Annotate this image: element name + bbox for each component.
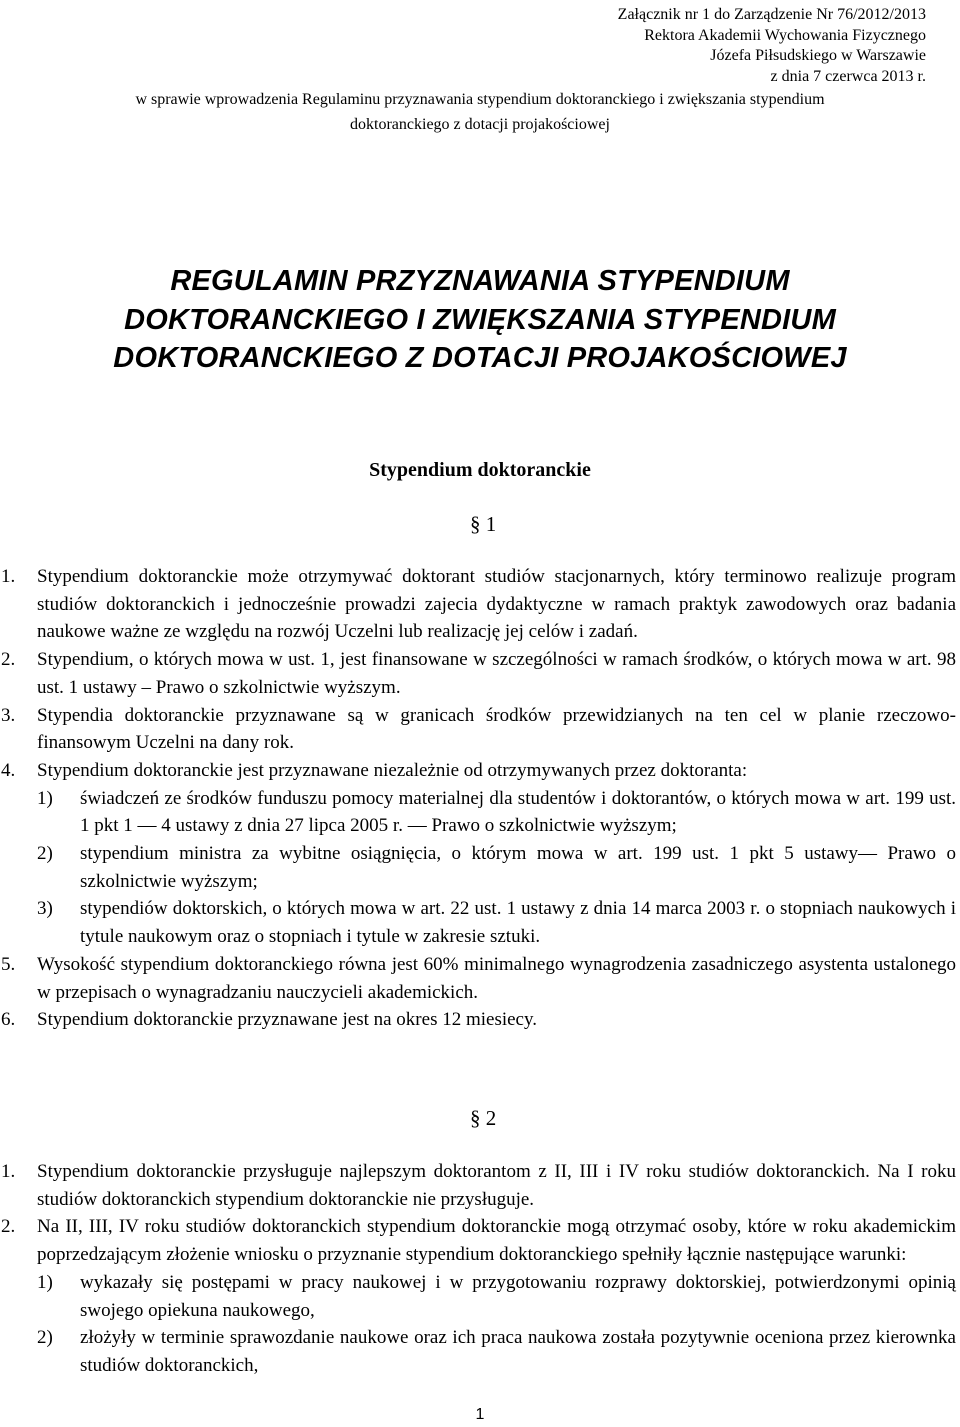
item-number: 1) [37, 787, 53, 809]
item-number: 2. [1, 1216, 16, 1238]
list-item [0, 1158, 960, 1213]
ordinance-subject [0, 88, 960, 137]
item-number: 3. [1, 704, 16, 726]
annex-line: Józefa Piłsudskiego w Warszawie [710, 47, 926, 64]
list-item [0, 646, 960, 701]
list-item [0, 1006, 960, 1034]
list-item [0, 702, 960, 757]
item-text: Stypendium doktoranckie przyznawane jest na okres 12 miesiecy. [37, 1009, 538, 1031]
item-text: Stypendium doktoranckie może otrzymywać doktorant studiów stacjonarnych, który terminowo realizuje program studiów doktoranckich i jednocześnie prowadzi zajecia dydaktyczne w ramach praktyk zawodowych oraz badania naukowe ważne ze względu na rozwój Uczelni lub realizację jej celów i zadań. [37, 566, 956, 643]
item-number: 1) [37, 1271, 53, 1293]
item-text: złożyły w terminie sprawozdanie naukowe oraz ich praca naukowa została pozytywnie oceniona przez kierownka studiów doktoranckich, [80, 1327, 956, 1376]
item-number: 2) [37, 843, 53, 865]
document-title [0, 262, 960, 378]
item-number: 3) [37, 898, 53, 920]
paragraph-2-list [0, 1158, 960, 1380]
annex-line: z dnia 7 czerwca 2013 r. [770, 67, 926, 85]
sub-list-item [0, 895, 960, 950]
item-number: 4. [1, 759, 16, 781]
title-line: DOKTORANCKIEGO I ZWIĘKSZANIA STYPENDIUM [124, 303, 836, 336]
paragraph-1-label: § 1 [470, 512, 497, 536]
item-text: Stypendia doktoranckie przyznawane są w granicach środków przewidzianych na ten cel w planie rzeczowo-finansowym Uczelni na dany rok. [37, 704, 956, 754]
item-number: 1. [1, 566, 16, 587]
item-number: 5. [1, 953, 16, 975]
annex-line: Załącznik nr 1 do Zarządzenie Nr 76/2012/2013 [617, 6, 926, 23]
item-text: Stypendium doktoranckie jest przyznawane niezależnie od otrzymywanych przez doktoranta: [37, 759, 748, 781]
annex-line: Rektora Akademii Wychowania Fizycznego [644, 26, 926, 44]
title-line: REGULAMIN PRZYZNAWANIA STYPENDIUM [170, 265, 790, 297]
sub-list-item [0, 1269, 960, 1324]
item-text: Stypendium, o których mowa w ust. 1, jest finansowane w szczególności w ramach środków, o których mowa w art. 98 ust. 1 ustawy – Prawo o szkolnictwie wyższym. [37, 649, 956, 698]
list-item [0, 757, 960, 785]
item-number: 2) [37, 1327, 53, 1349]
item-text: Stypendium doktoranckie przysługuje najlepszym doktorantom z II, III i IV roku studiów doktoranckich. Na I roku studiów doktoranckich stypendium doktoranckie nie przysługuje. [37, 1161, 956, 1210]
sub-list-item [0, 785, 960, 840]
item-text: stypendium ministra za wybitne osiągnięcia, o którym mowa w art. 199 ust. 1 pkt 5 ustawy— Prawo o szkolnictwie wyższym; [80, 843, 956, 892]
item-number: 6. [1, 1009, 16, 1031]
paragraph-1-list [0, 563, 960, 1034]
sub-list-item [0, 840, 960, 895]
item-text: wykazały się postępami w pracy naukowej i w przygotowaniu rozprawy doktorskiej, potwierdzonymi opinią swojego opiekuna naukowego, [80, 1271, 956, 1321]
item-text: stypendiów doktorskich, o których mowa w art. 22 ust. 1 ustawy z dnia 14 marca 2003 r. o stopniach naukowych i tytule naukowym oraz o stopniach i tytule w zakresie sztuki. [80, 898, 956, 948]
page-number: 1 [475, 1406, 485, 1423]
paragraph-2-label: § 2 [470, 1106, 497, 1130]
section-title: Stypendium doktoranckie [369, 459, 591, 481]
item-text: świadczeń ze środków funduszu pomocy materialnej dla studentów i doktorantów, o których mowa w art. 199 ust. 1 pkt 1 — 4 ustawy z dnia 27 lipca 2005 r. — Prawo o szkolnictwie wyższym; [80, 787, 956, 837]
list-item [0, 1213, 960, 1268]
item-text: Wysokość stypendium doktoranckiego równa jest 60% minimalnego wynagrodzenia zasadniczego asystenta ustalonego w przepisach o wynagradzaniu nauczycieli akademickich. [37, 953, 956, 1003]
annex-header [618, 5, 926, 87]
sub-list-item [0, 1324, 960, 1379]
item-number: 1. [1, 1161, 16, 1182]
list-item [0, 951, 960, 1006]
list-item [0, 563, 960, 646]
title-line: DOKTORANCKIEGO Z DOTACJI PROJAKOŚCIOWEJ [113, 342, 847, 374]
subject-line: w sprawie wprowadzenia Regulaminu przyznawania stypendium doktoranckiego i zwiększania stypendium [135, 91, 825, 108]
item-number: 2. [1, 649, 16, 671]
item-text: Na II, III, IV roku studiów doktoranckich stypendium doktoranckie mogą otrzymać osoby, które w roku akademickim poprzedzającym złożenie wniosku o przyznanie stypendium doktoranckiego spełniły łącznie następujące warunki: [37, 1216, 956, 1266]
subject-line: doktoranckiego z dotacji projakościowej [350, 115, 610, 133]
